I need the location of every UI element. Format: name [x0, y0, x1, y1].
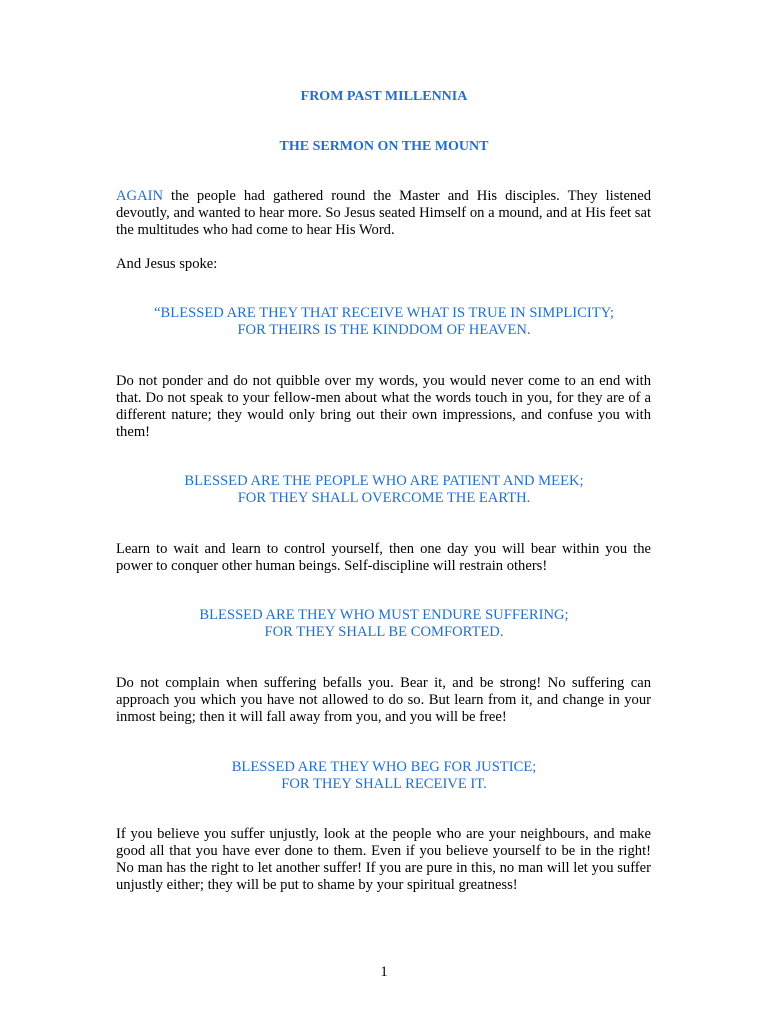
intro-lead-word: AGAIN	[116, 188, 164, 204]
document-title: FROM PAST MILLENNIA	[300, 89, 468, 104]
commentary-1: Do not ponder and do not quibble over my words, you would never come to an end with that. Do not speak to your fellow-men about what the words touch in you, for they are of a different nature; they would only bring out their own impressions, and confuse you with them!	[116, 373, 651, 440]
blessing-1	[0, 305, 768, 339]
document-subtitle: THE SERMON ON THE MOUNT	[279, 139, 489, 154]
blessing-2-line-2: FOR THEY SHALL OVERCOME THE EARTH.	[237, 490, 531, 506]
blessing-4-line-2: FOR THEY SHALL RECEIVE IT.	[281, 776, 487, 792]
blessing-2	[0, 473, 768, 507]
commentary-3: Do not complain when suffering befalls you. Bear it, and be strong! No suffering can approach you which you have not allowed to do so. But learn from it, and change in your inmost being; then it will fall away from you, and you will be free!	[116, 675, 651, 725]
blessing-1-line-2: FOR THEIRS IS THE KINDDOM OF HEAVEN.	[237, 322, 531, 338]
intro-text: the people had gathered round the Master and His disciples. They listened devoutly, and wanted to hear more. So Jesus seated Himself on a mound, and at His feet sat the multitudes who had come to hear His Word.	[116, 188, 651, 238]
blessing-3-line-1: BLESSED ARE THEY WHO MUST ENDURE SUFFERING;	[199, 607, 569, 623]
jesus-spoke-line: And Jesus spoke:	[116, 256, 218, 272]
page-number: 1	[380, 964, 388, 980]
commentary-2: Learn to wait and learn to control yourself, then one day you will bear within you the power to conquer other human beings. Self-discipline will restrain others!	[116, 541, 651, 574]
blessing-3	[0, 607, 768, 641]
blessing-2-line-1: BLESSED ARE THE PEOPLE WHO ARE PATIENT AND MEEK;	[184, 473, 584, 489]
blessing-3-line-2: FOR THEY SHALL BE COMFORTED.	[264, 624, 504, 640]
blessing-4-line-1: BLESSED ARE THEY WHO BEG FOR JUSTICE;	[231, 759, 537, 775]
blessing-4	[0, 759, 768, 793]
commentary-4: If you believe you suffer unjustly, look at the people who are your neighbours, and make good all that you have ever done to them. Even if you believe yourself to be in the right! No man has the right to let another suffer! If you are pure in this, no man will let you suffer unjustly either; they will be put to shame by your spiritual greatness!	[116, 826, 651, 893]
blessing-1-line-1: “BLESSED ARE THEY THAT RECEIVE WHAT IS TRUE IN SIMPLICITY;	[154, 305, 614, 321]
intro-paragraph	[116, 188, 651, 239]
